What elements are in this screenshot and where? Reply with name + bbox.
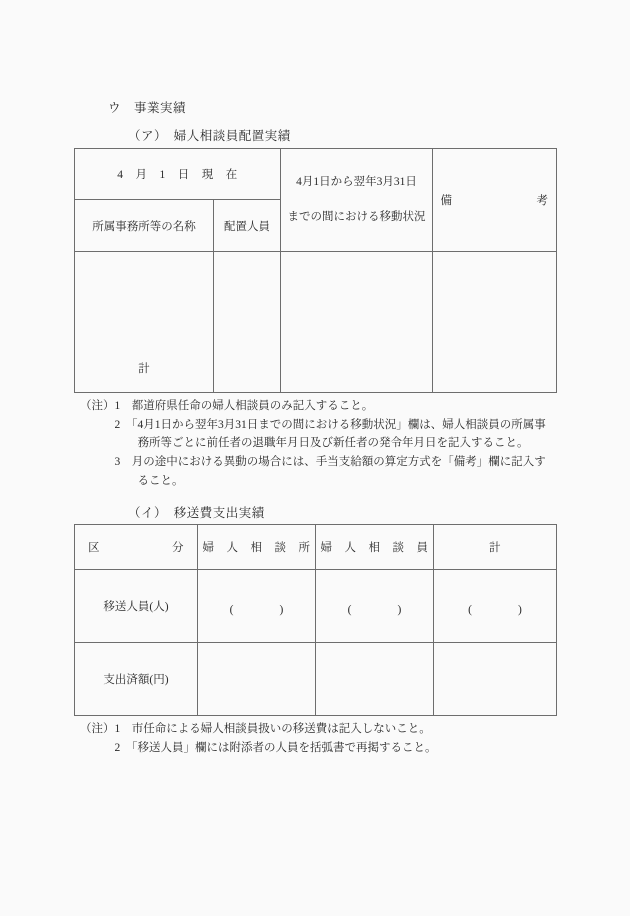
header-label-movement-line2: までの間における移動状況 xyxy=(287,211,426,223)
input-cell-transport-persons-total[interactable] xyxy=(434,570,557,643)
header-cell-assigned-staff xyxy=(214,200,281,252)
subsection-b-heading: （イ） 移送費支出実績 xyxy=(128,506,265,520)
subsection-a-notes xyxy=(80,397,546,490)
input-cell-transport-persons-counselor[interactable] xyxy=(316,570,434,643)
row-label-amount-paid xyxy=(75,643,198,716)
header-cell-date-asof xyxy=(75,149,281,200)
input-cell-assigned-staff[interactable] xyxy=(214,252,281,393)
input-cell-transport-persons-office[interactable] xyxy=(198,570,316,643)
table-body-row xyxy=(75,252,557,393)
header-label-counselor: 婦 人 相 談 員 xyxy=(320,542,429,554)
subsection-a-heading: （ア） 婦人相談員配置実績 xyxy=(128,129,291,143)
input-cell-amount-paid-counselor[interactable] xyxy=(316,643,434,716)
note-line: （注）1 市任命による婦人相談員扱いの移送費は記入しないこと。 xyxy=(80,723,431,735)
table-header-row xyxy=(75,525,557,570)
header-cell-office-name xyxy=(75,200,214,252)
header-label-assigned-staff: 配置人員 xyxy=(224,220,270,233)
paren-open: ( xyxy=(347,603,352,616)
paren-open: ( xyxy=(468,603,472,616)
header-cell-counseling-office xyxy=(198,525,316,570)
table-header-row-1 xyxy=(75,149,557,200)
header-label-total: 計 xyxy=(489,542,501,554)
total-row-label: 計 xyxy=(138,363,150,375)
header-label-category: 区 分 xyxy=(88,542,184,554)
staff-placement-table xyxy=(74,148,557,393)
note-line: 務所等ごとに前任者の退職年月日及び新任者の発令年月日を記入すること。 xyxy=(80,437,529,450)
table-row xyxy=(75,570,557,643)
transport-expense-table xyxy=(74,524,557,716)
header-label-movement-status xyxy=(281,176,432,223)
note-line: （注）1 都道府県任命の婦人相談員のみ記入すること。 xyxy=(80,400,374,412)
note-line: 3 月の途中における異動の場合には、手当支給額の算定方式を「備考」欄に記入す xyxy=(80,455,546,468)
note-line: 2 「4月1日から翌年3月31日までの間における移動状況」欄は、婦人相談員の所属事 xyxy=(80,418,546,431)
paren-close: ) xyxy=(518,603,522,616)
header-cell-movement-status xyxy=(281,149,433,252)
header-label-office-name: 所属事務所等の名称 xyxy=(92,220,196,233)
input-cell-remarks[interactable] xyxy=(433,252,557,393)
header-cell-total xyxy=(434,525,557,570)
input-cell-amount-paid-total[interactable] xyxy=(434,643,557,716)
header-cell-remarks xyxy=(433,149,557,252)
header-cell-counselor xyxy=(316,525,434,570)
section-heading: ウ 事業実績 xyxy=(108,101,187,115)
header-label-counseling-office: 婦 人 相 談 所 xyxy=(202,542,311,554)
header-label-remarks: 備 考 xyxy=(440,195,549,207)
parenthesis-group xyxy=(434,604,556,616)
input-cell-amount-paid-office[interactable] xyxy=(198,643,316,716)
input-cell-movement-status[interactable] xyxy=(281,252,433,393)
note-line: 2 「移送人員」欄には附添者の人員を括弧書で再掲すること。 xyxy=(80,741,437,754)
note-line: ること。 xyxy=(80,474,184,487)
paren-close: ) xyxy=(279,603,284,616)
row-label-text: 移送人員(人) xyxy=(103,601,169,613)
header-label-date-asof: 4 月 1 日 現 在 xyxy=(117,169,238,181)
paren-close: ) xyxy=(397,603,402,616)
header-cell-category xyxy=(75,525,198,570)
input-cell-office-name[interactable] xyxy=(75,252,214,393)
parenthesis-group xyxy=(198,604,315,616)
row-label-transport-persons xyxy=(75,570,198,643)
subsection-b-notes xyxy=(80,720,437,757)
row-label-text: 支出済額(円) xyxy=(103,674,169,686)
parenthesis-group xyxy=(316,604,433,616)
header-label-movement-line1: 4月1日から翌年3月31日 xyxy=(296,176,417,189)
table-row xyxy=(75,643,557,716)
paren-open: ( xyxy=(229,603,234,616)
